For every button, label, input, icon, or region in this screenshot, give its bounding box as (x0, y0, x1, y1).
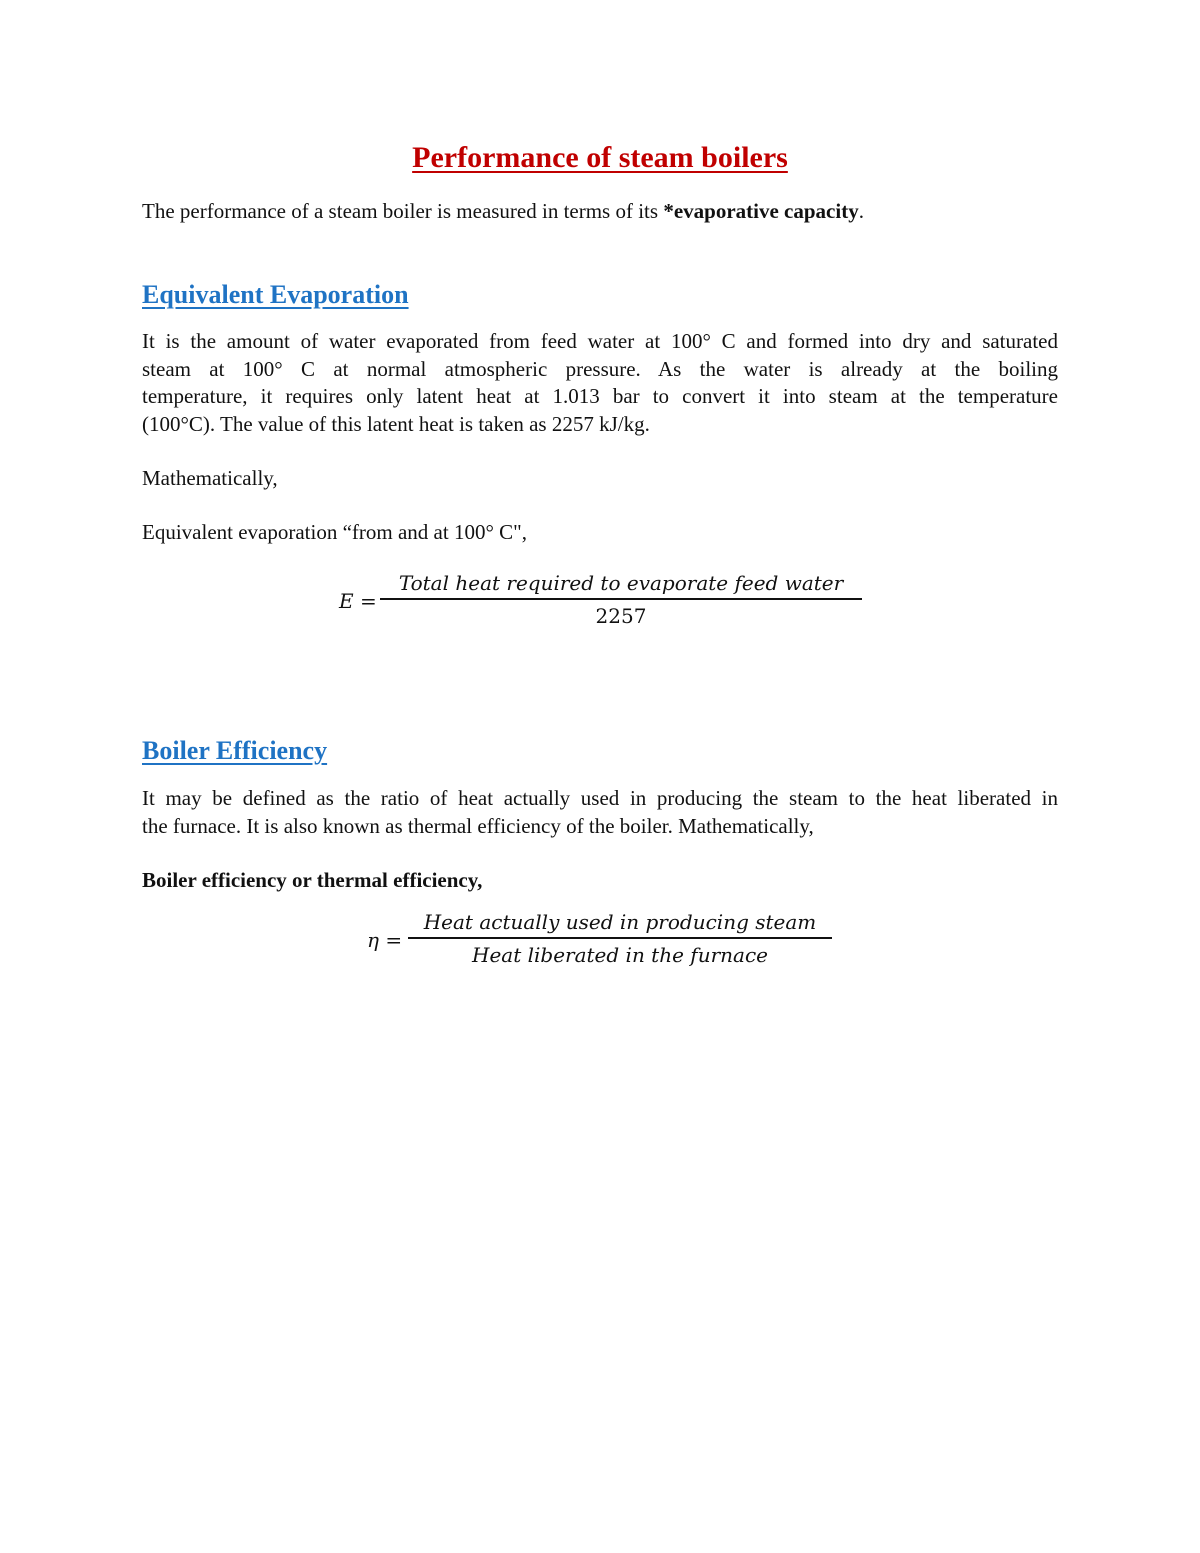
equivalent-evaporation-paragraph (142, 328, 1058, 438)
intro-end: . (858, 199, 864, 223)
intro-bold-term: *evaporative capacity (663, 199, 859, 223)
fraction-numerator: Heat actually used in producing steam (423, 910, 817, 934)
fraction-denominator: 2257 (595, 604, 647, 628)
formula-lhs-e: E = (339, 589, 377, 613)
boiler-efficiency-formula-label: Boiler efficiency or thermal efficiency, (142, 868, 483, 892)
section-heading-boiler-efficiency: Boiler Efficiency (142, 736, 328, 765)
fraction-numerator: Total heat required to evaporate feed water (398, 571, 844, 595)
equivalent-evaporation-formula-label: Equivalent evaporation “from and at 100° C", (142, 520, 527, 544)
paragraph-line: (100°C). The value of this latent heat is taken as 2257 kJ/kg. (142, 411, 650, 436)
boiler-efficiency-paragraph (142, 785, 1058, 840)
paragraph-line: It may be defined as the ratio of heat actually used in producing the steam to the heat liberated in (142, 786, 1058, 810)
fraction-bar (408, 937, 832, 939)
fraction-bar (380, 598, 862, 600)
intro-text: The performance of a steam boiler is measured in terms of its (142, 199, 664, 223)
paragraph-line: temperature, it requires only latent heat at 1.013 bar to convert it into steam at the temperature (142, 384, 1058, 408)
mathematically-label: Mathematically, (142, 466, 278, 490)
fraction-denominator: Heat liberated in the furnace (472, 943, 768, 967)
paragraph-line: steam at 100° C at normal atmospheric pressure. As the water is already at the boiling (142, 356, 1058, 381)
formula-lhs-eta: η = (367, 928, 403, 952)
page-title: Performance of steam boilers (412, 141, 788, 174)
equivalent-evaporation-fraction (380, 571, 862, 628)
paragraph-line: the furnace. It is also known as thermal efficiency of the boiler. Mathematically, (142, 813, 814, 838)
section-heading-equivalent-evaporation: Equivalent Evaporation (142, 280, 409, 309)
intro-paragraph (142, 197, 864, 225)
boiler-efficiency-fraction (408, 910, 832, 967)
paragraph-line: It is the amount of water evaporated from feed water at 100° C and formed into dry and saturated (142, 329, 1058, 353)
